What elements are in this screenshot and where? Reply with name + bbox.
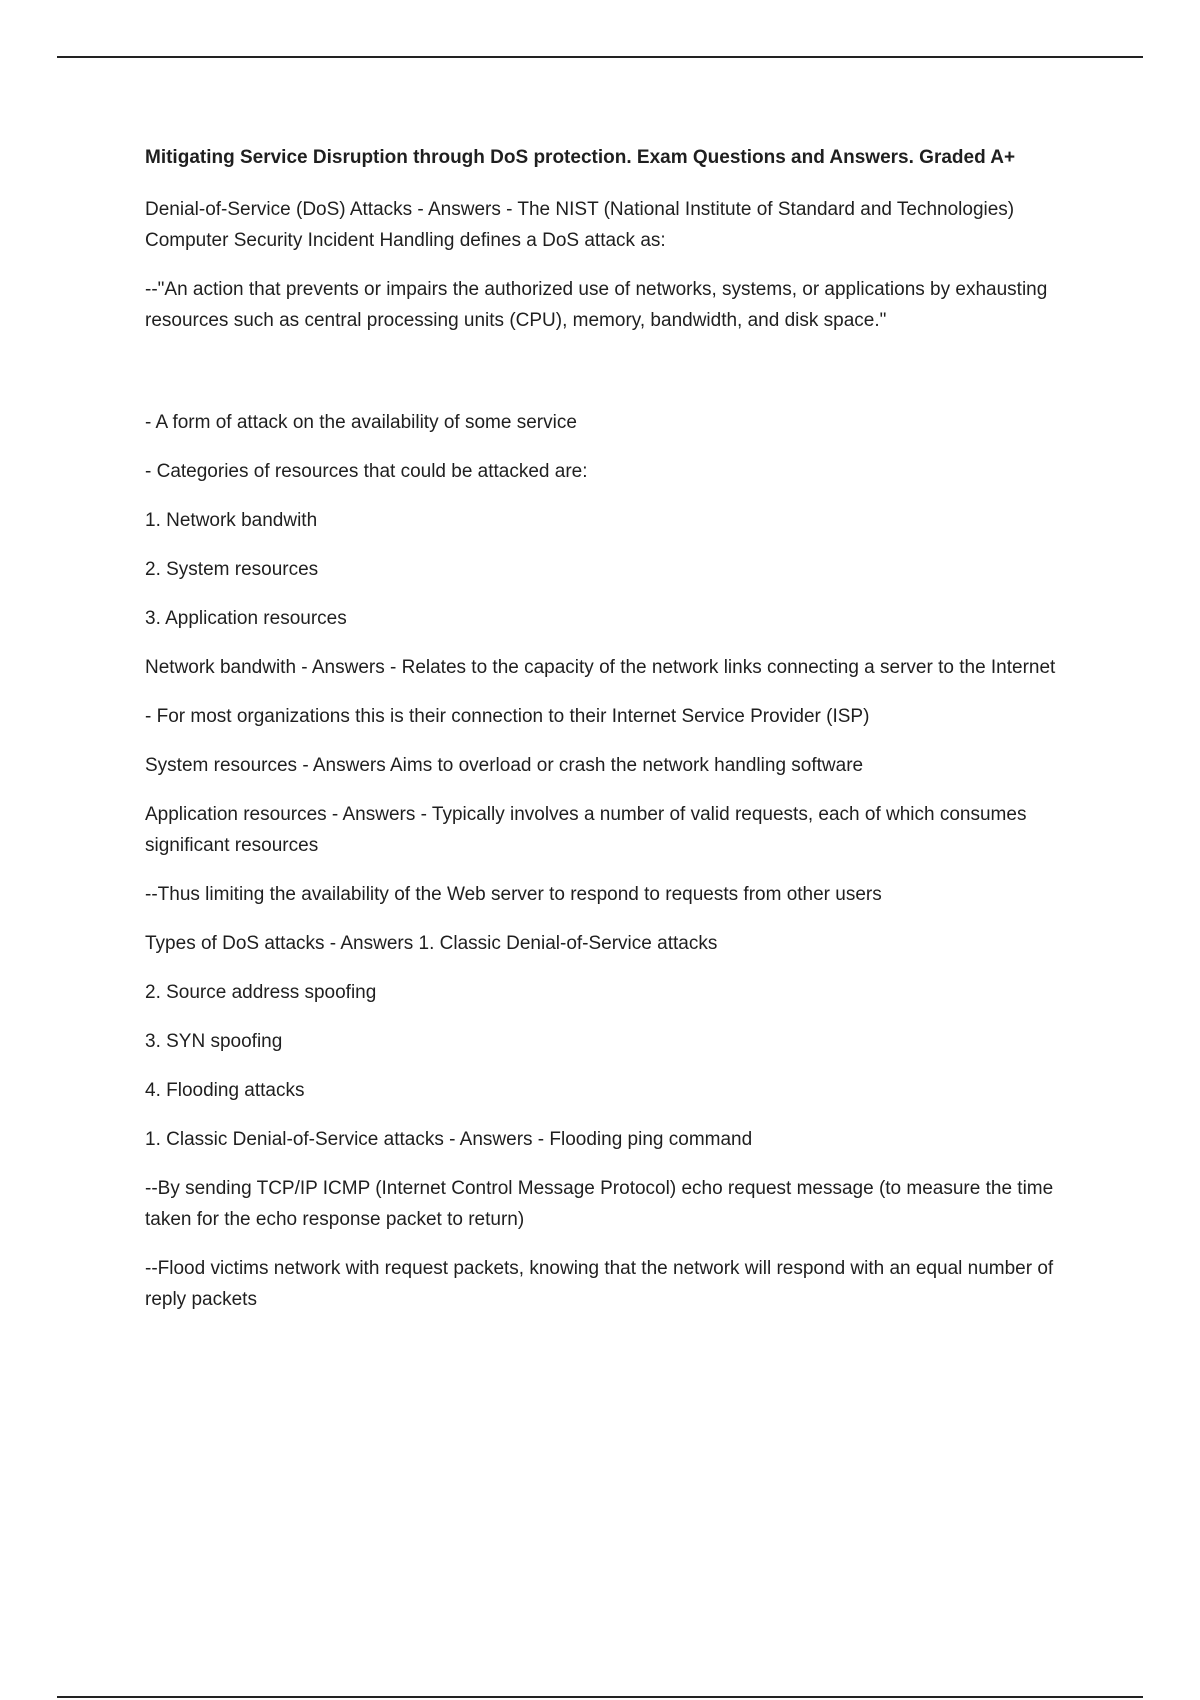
paragraph-dos-definition: Denial-of-Service (DoS) Attacks - Answers - The NIST (National Institute of Standard and Technologies) Computer Security Incident Handling defines a DoS attack as: xyxy=(145,199,1015,251)
paragraph-types-of-dos: Types of DoS attacks - Answers 1. Classic Denial-of-Service attacks xyxy=(145,933,718,954)
paragraph-flood-victims: --Flood victims network with request packets, knowing that the network will respond with an equal number of reply packets xyxy=(145,1258,1054,1310)
top-rule xyxy=(57,56,1143,58)
paragraph-availability: - A form of attack on the availability of some service xyxy=(145,412,577,433)
list-item-flooding-attacks: 4. Flooding attacks xyxy=(145,1080,305,1101)
document-title: Mitigating Service Disruption through DoS protection. Exam Questions and Answers. Graded A+ xyxy=(145,147,1016,168)
paragraph-system-resources-answer: System resources - Answers Aims to overload or crash the network handling software xyxy=(145,755,864,776)
paragraph-classic-dos-answer: 1. Classic Denial-of-Service attacks - Answers - Flooding ping command xyxy=(145,1129,753,1150)
document-body xyxy=(145,146,1085,1333)
list-item-system-resources: 2. System resources xyxy=(145,559,319,580)
list-item-source-address-spoofing: 2. Source address spoofing xyxy=(145,982,377,1003)
paragraph-application-resources-answer: Application resources - Answers - Typically involves a number of valid requests, each of which consumes significant resources xyxy=(145,804,1027,856)
list-item-syn-spoofing: 3. SYN spoofing xyxy=(145,1031,283,1052)
bottom-rule xyxy=(57,1696,1143,1698)
paragraph-isp: - For most organizations this is their connection to their Internet Service Provider (ISP) xyxy=(145,706,870,727)
list-item-application-resources: 3. Application resources xyxy=(145,608,347,629)
paragraph-network-bandwith-answer: Network bandwith - Answers - Relates to the capacity of the network links connecting a server to the Internet xyxy=(145,657,1056,678)
list-item-network-bandwith: 1. Network bandwith xyxy=(145,510,318,531)
paragraph-web-server-availability: --Thus limiting the availability of the Web server to respond to requests from other users xyxy=(145,884,882,905)
paragraph-icmp-echo: --By sending TCP/IP ICMP (Internet Control Message Protocol) echo request message (to measure the time taken for the echo response packet to return) xyxy=(145,1178,1054,1230)
paragraph-gap xyxy=(145,354,1085,407)
paragraph-categories: - Categories of resources that could be attacked are: xyxy=(145,461,588,482)
paragraph-nist-quote: --"An action that prevents or impairs the authorized use of networks, systems, or applications by exhausting resources such as central processing units (CPU), memory, bandwidth, and disk space." xyxy=(145,279,1048,331)
